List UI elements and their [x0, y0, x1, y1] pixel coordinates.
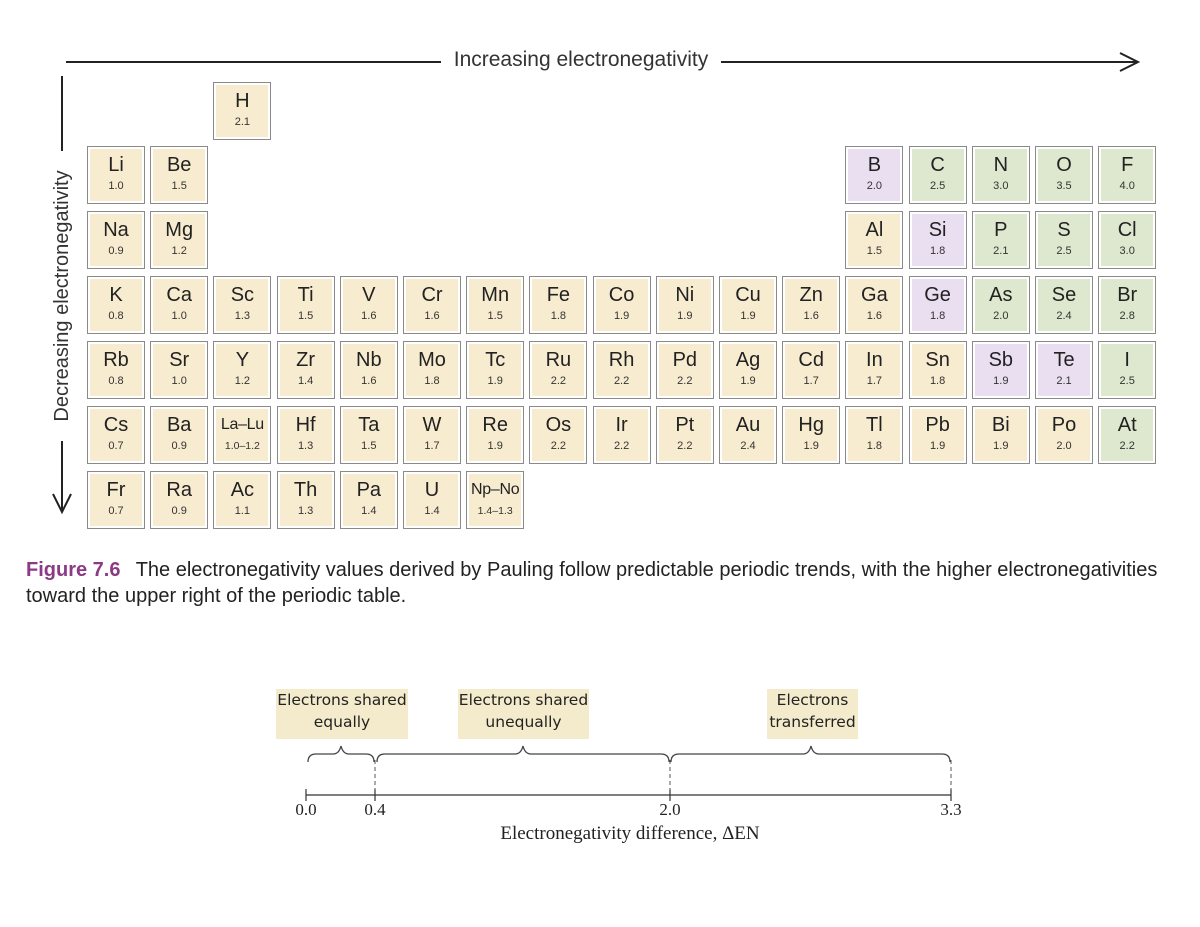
electronegativity-value: 1.6 [803, 310, 819, 322]
element-symbol: Se [1051, 284, 1077, 306]
element-symbol: Cu [735, 284, 761, 306]
element-symbol: O [1056, 154, 1072, 176]
electronegativity-value: 1.9 [993, 440, 1009, 452]
electronegativity-value: 1.9 [677, 310, 693, 322]
electronegativity-value: 1.5 [297, 310, 314, 322]
element-symbol: N [993, 154, 1009, 176]
electronegativity-value: 0.9 [108, 245, 124, 257]
element-symbol: S [1057, 219, 1071, 241]
tick-label-3-3: 3.3 [940, 800, 962, 819]
element-symbol: Hg [798, 414, 824, 436]
tick-label-0-4: 0.4 [364, 800, 386, 819]
element-symbol: Li [108, 154, 124, 176]
element-symbol: Sr [169, 349, 190, 371]
element-symbol: C [930, 154, 945, 176]
element-symbol: Y [235, 349, 250, 371]
electronegativity-value: 2.5 [929, 180, 946, 192]
electronegativity-value: 1.9 [487, 440, 503, 452]
electronegativity-value: 1.6 [361, 310, 377, 322]
element-symbol: Ta [358, 414, 380, 436]
electronegativity-value: 0.9 [171, 505, 187, 517]
element-symbol: Ra [166, 479, 192, 501]
element-symbol: Tc [485, 349, 506, 371]
zone-shared-unequally: Electrons shared unequally [458, 689, 589, 739]
tick-label-0-0: 0.0 [295, 800, 317, 819]
element-symbol: Cd [798, 349, 824, 371]
electronegativity-value: 1.7 [866, 375, 883, 387]
electronegativity-value: 1.8 [550, 310, 567, 322]
electronegativity-value: 0.7 [108, 440, 124, 452]
element-symbol: Ti [297, 284, 314, 306]
element-symbol: Cs [103, 414, 129, 436]
element-symbol: Os [545, 414, 572, 436]
electronegativity-value: 1.7 [424, 440, 440, 452]
element-symbol: Po [1051, 414, 1077, 436]
electronegativity-value: 1.3 [297, 440, 314, 452]
element-symbol: Ge [924, 284, 951, 306]
element-symbol: At [1117, 414, 1137, 436]
electronegativity-value: 1.5 [866, 245, 883, 257]
electronegativity-value: 1.9 [929, 440, 946, 452]
electronegativity-value: 1.0 [108, 180, 124, 192]
electronegativity-value: 1.2 [234, 375, 251, 387]
electronegativity-value: 2.2 [677, 440, 693, 452]
element-symbol: Co [608, 284, 635, 306]
electronegativity-value: 1.9 [803, 440, 819, 452]
electronegativity-value: 2.5 [1119, 375, 1135, 387]
element-symbol: In [866, 349, 883, 371]
electronegativity-value: 0.9 [171, 440, 187, 452]
electronegativity-value: 2.8 [1119, 310, 1135, 322]
decreasing-electronegativity-label: Decreasing electronegativity [49, 151, 75, 441]
electronegativity-value: 4.0 [1119, 180, 1135, 192]
electronegativity-value: 2.4 [740, 440, 756, 452]
element-symbol: Ir [615, 414, 628, 436]
element-symbol: Sb [988, 349, 1014, 371]
caption-text: The electronegativity values derived by Pauling follow predictable periodic trends, with the higher electronegativities toward the upper right of the periodic table. [26, 559, 1158, 607]
electronegativity-value: 2.2 [613, 375, 630, 387]
element-symbol: V [362, 284, 376, 306]
electronegativity-value: 2.0 [866, 180, 883, 192]
element-symbol: K [109, 284, 123, 306]
electronegativity-value: 1.4 [361, 505, 377, 517]
element-symbol: Fe [546, 284, 571, 306]
electronegativity-value: 0.7 [108, 505, 124, 517]
element-symbol: Re [482, 414, 508, 436]
electronegativity-value: 1.8 [866, 440, 883, 452]
element-symbol: I [1124, 349, 1130, 371]
electronegativity-value: 1.6 [424, 310, 440, 322]
electronegativity-value: 2.2 [613, 440, 630, 452]
element-symbol: Mn [481, 284, 510, 306]
element-symbol: P [994, 219, 1008, 241]
electronegativity-value: 1.0 [171, 375, 187, 387]
electronegativity-value: 1.1 [234, 505, 251, 517]
element-symbol: Sn [925, 349, 950, 371]
electronegativity-value: 1.9 [613, 310, 630, 322]
electronegativity-value: 1.8 [929, 310, 946, 322]
electronegativity-value: 1.4 [297, 375, 314, 387]
element-symbol: Ba [166, 414, 192, 436]
element-symbol: U [424, 479, 440, 501]
element-symbol: Ru [545, 349, 572, 371]
element-symbol: Ni [675, 284, 695, 306]
figure-label: Figure 7.6 [26, 559, 121, 581]
element-symbol: Be [166, 154, 192, 176]
element-symbol: Tl [866, 414, 883, 436]
element-symbol: W [422, 414, 442, 436]
electronegativity-value: 1.6 [866, 310, 883, 322]
element-symbol: As [989, 284, 1013, 306]
element-symbol: Zn [799, 284, 823, 306]
element-symbol: Pa [356, 479, 382, 501]
element-symbol: Pd [672, 349, 698, 371]
electronegativity-value: 1.5 [487, 310, 503, 322]
element-symbol: Pt [675, 414, 695, 436]
element-symbol: Na [103, 219, 129, 241]
element-symbol: Rb [103, 349, 129, 371]
element-symbol: F [1121, 154, 1134, 176]
element-symbol: La–Lu [220, 416, 264, 433]
electronegativity-value: 2.5 [1056, 245, 1072, 257]
electronegativity-value: 2.0 [1056, 440, 1072, 452]
zone-transferred: Electrons transferred [767, 689, 858, 739]
electronegativity-value: 1.9 [993, 375, 1009, 387]
electronegativity-value: 2.4 [1056, 310, 1072, 322]
tick-label-2-0: 2.0 [659, 800, 681, 819]
electronegativity-value: 2.2 [677, 375, 693, 387]
electronegativity-value: 0.8 [108, 375, 124, 387]
zone-shared-equally: Electrons shared equally [276, 689, 408, 739]
electronegativity-value: 2.2 [550, 440, 567, 452]
element-symbol: Np–No [471, 481, 520, 498]
electronegativity-value: 2.1 [993, 245, 1009, 257]
element-symbol: Mg [165, 219, 194, 241]
electronegativity-value: 1.7 [803, 375, 819, 387]
element-symbol: B [867, 154, 882, 176]
element-symbol: Te [1053, 349, 1075, 371]
scale-title: Electronegativity difference, ΔEN [500, 823, 760, 844]
element-symbol: Ag [735, 349, 761, 371]
element-symbol: Si [928, 219, 947, 241]
element-symbol: Cl [1117, 219, 1137, 241]
electronegativity-value: 1.8 [929, 375, 946, 387]
element-symbol: Au [735, 414, 761, 436]
element-symbol: Pb [925, 414, 950, 436]
electronegativity-value: 2.2 [550, 375, 567, 387]
element-symbol: Cr [421, 284, 443, 306]
electronegativity-value: 0.8 [108, 310, 124, 322]
electronegativity-value: 1.5 [171, 180, 187, 192]
electronegativity-value: 1.0 [171, 310, 187, 322]
element-symbol: Rh [608, 349, 635, 371]
element-symbol: Hf [295, 414, 316, 436]
increasing-electronegativity-label: Increasing electronegativity [441, 48, 721, 72]
electronegativity-value: 1.9 [740, 310, 756, 322]
electronegativity-value: 2.2 [1119, 440, 1135, 452]
electronegativity-value: 3.0 [1119, 245, 1135, 257]
electronegativity-value: 1.8 [424, 375, 440, 387]
electronegativity-value: 1.9 [487, 375, 503, 387]
electronegativity-value: 1.9 [740, 375, 756, 387]
element-symbol: Mo [418, 349, 446, 371]
element-symbol: Ac [230, 479, 255, 501]
electronegativity-value: 3.5 [1056, 180, 1072, 192]
element-symbol: Ca [166, 284, 192, 306]
brace-equal [308, 746, 374, 762]
element-symbol: Al [865, 219, 884, 241]
element-symbol: Zr [296, 349, 316, 371]
element-symbol: H [235, 90, 250, 112]
electronegativity-value: 2.0 [993, 310, 1009, 322]
electronegativity-value: 1.4 [424, 505, 440, 517]
brace-transferred [671, 746, 950, 762]
electronegativity-value: 1.3 [297, 505, 314, 517]
electronegativity-value: 1.0–1.2 [224, 440, 260, 452]
electronegativity-value: 1.6 [361, 375, 377, 387]
element-symbol: Bi [991, 414, 1010, 436]
electronegativity-value: 1.3 [234, 310, 251, 322]
brace-unequal [377, 746, 669, 762]
element-symbol: Br [1117, 284, 1138, 306]
electronegativity-value: 3.0 [993, 180, 1009, 192]
element-symbol: Sc [230, 284, 255, 306]
element-symbol: Nb [356, 349, 382, 371]
element-symbol: Fr [106, 479, 126, 501]
electronegativity-value: 2.1 [1056, 375, 1072, 387]
electronegativity-value: 1.2 [171, 245, 187, 257]
element-symbol: Ga [861, 284, 888, 306]
electronegativity-value: 1.5 [361, 440, 377, 452]
electronegativity-value: 1.8 [929, 245, 946, 257]
electronegativity-value: 1.4–1.3 [477, 505, 513, 517]
element-symbol: Th [293, 479, 318, 501]
electronegativity-value: 2.1 [234, 116, 251, 128]
